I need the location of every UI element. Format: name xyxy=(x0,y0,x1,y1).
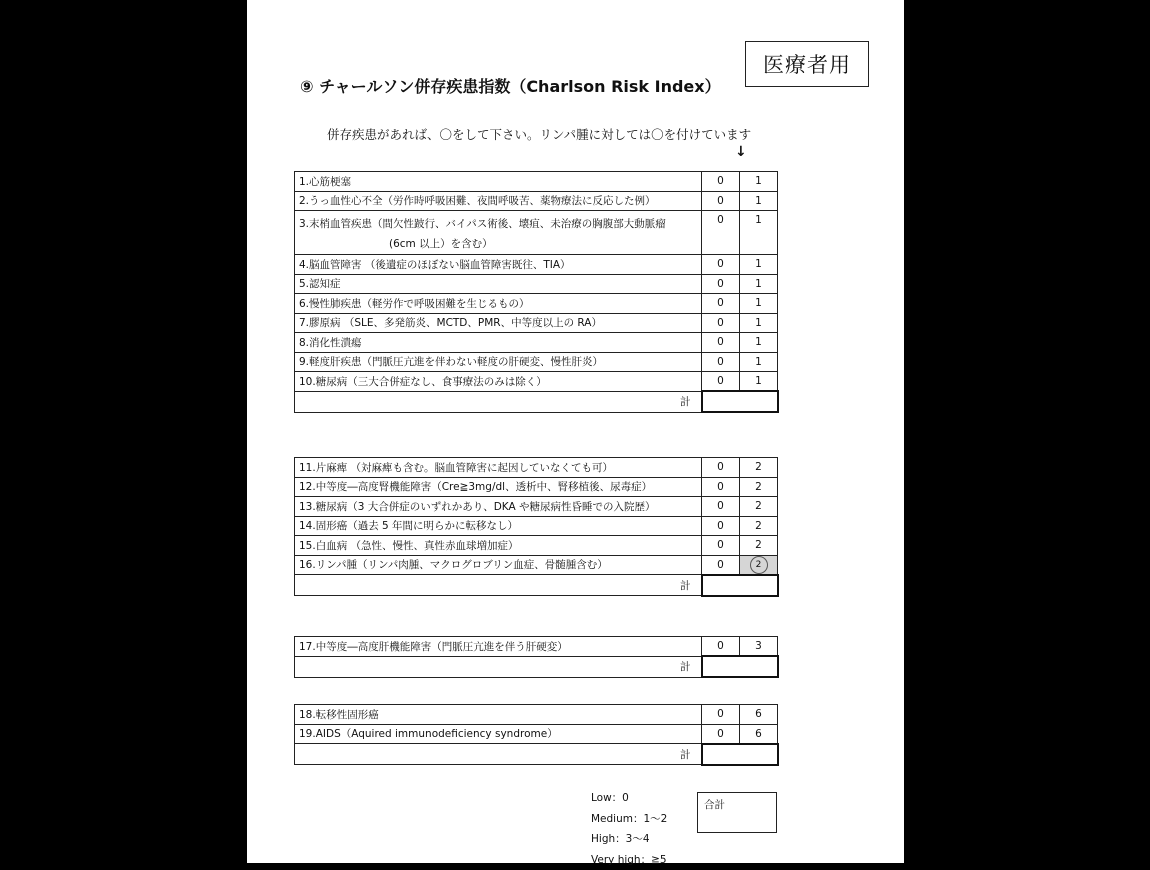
score-option[interactable]: 3 xyxy=(740,637,778,657)
subtotal-input[interactable] xyxy=(702,575,778,596)
score-table-1 xyxy=(294,171,779,413)
score-option[interactable]: 2 xyxy=(740,516,778,536)
condition-label: 1.心筋梗塞 xyxy=(295,172,702,192)
subtotal-row xyxy=(295,575,778,596)
condition-label: 11.片麻痺 （対麻痺も含む。脳血管障害に起因していなくても可） xyxy=(295,458,702,478)
table-row xyxy=(295,211,778,255)
score-option-0[interactable]: 0 xyxy=(702,211,740,255)
score-table-3 xyxy=(294,636,779,678)
table-row xyxy=(295,705,778,725)
table-row xyxy=(295,516,778,536)
score-option-0[interactable]: 0 xyxy=(702,255,740,275)
table-row xyxy=(295,333,778,353)
condition-label: 16.リンパ腫（リンパ肉腫、マクログロブリン血症、骨髄腫含む） xyxy=(295,555,702,575)
table-row xyxy=(295,555,778,575)
down-arrow-icon: ↓ xyxy=(735,144,747,160)
legend-very-high: Very high：≧5 xyxy=(591,850,667,870)
condition-label: 17.中等度―高度肝機能障害（門脈圧亢進を伴う肝硬変） xyxy=(295,637,702,657)
condition-label: 19.AIDS（Aquired immunodeficiency syndrome） xyxy=(295,724,702,744)
score-option-0[interactable]: 0 xyxy=(702,724,740,744)
score-option[interactable]: 1 xyxy=(740,352,778,372)
table-row xyxy=(295,477,778,497)
condition-label: 12.中等度―高度腎機能障害（Cre≧3mg/dl、透析中、腎移植後、尿毒症） xyxy=(295,477,702,497)
condition-label: 18.転移性固形癌 xyxy=(295,705,702,725)
form-page xyxy=(247,0,904,863)
table-row xyxy=(295,274,778,294)
condition-label: 2.うっ血性心不全（労作時呼吸困難、夜間呼吸苦、薬物療法に反応した例） xyxy=(295,191,702,211)
score-option[interactable]: 1 xyxy=(740,274,778,294)
condition-label xyxy=(295,211,702,255)
score-option-0[interactable]: 0 xyxy=(702,637,740,657)
table-row xyxy=(295,172,778,192)
subtotal-row xyxy=(295,744,778,765)
condition-label: 9.軽度肝疾患（門脈圧亢進を伴わない軽度の肝硬変、慢性肝炎） xyxy=(295,352,702,372)
condition-label-line1: 3.末梢血管疾患（間欠性跛行、バイパス術後、壊疽、未治療の胸腹部大動脈瘤 xyxy=(299,218,666,230)
subtotal-input[interactable] xyxy=(702,744,778,765)
table-row xyxy=(295,724,778,744)
condition-label: 6.慢性肺疾患（軽労作で呼吸困難を生じるもの） xyxy=(295,294,702,314)
score-option-0[interactable]: 0 xyxy=(702,294,740,314)
table-row xyxy=(295,191,778,211)
condition-label: 15.白血病 （急性、慢性、真性赤血球増加症） xyxy=(295,536,702,556)
subtotal-label: 計 xyxy=(295,391,702,412)
score-option-circled[interactable] xyxy=(740,555,778,575)
condition-label: 8.消化性潰瘍 xyxy=(295,333,702,353)
score-option[interactable]: 1 xyxy=(740,294,778,314)
score-option-0[interactable]: 0 xyxy=(702,497,740,517)
score-option[interactable]: 2 xyxy=(740,536,778,556)
legend-low: Low：0 xyxy=(591,788,667,809)
score-option-0[interactable]: 0 xyxy=(702,477,740,497)
subtotal-label: 計 xyxy=(295,744,702,765)
circled-score: 2 xyxy=(750,556,768,574)
table-row xyxy=(295,458,778,478)
score-option-0[interactable]: 0 xyxy=(702,191,740,211)
legend-medium: Medium：1～2 xyxy=(591,809,667,830)
risk-legend xyxy=(591,788,667,870)
condition-label: 5.認知症 xyxy=(295,274,702,294)
subtotal-row xyxy=(295,391,778,412)
table-row xyxy=(295,536,778,556)
score-option[interactable]: 1 xyxy=(740,255,778,275)
grand-total-label: 合計 xyxy=(704,799,725,811)
score-option-0[interactable]: 0 xyxy=(702,313,740,333)
condition-label-line2: (6cm 以上）を含む） xyxy=(299,234,697,254)
page-title: ⑨ チャールソン併存疾患指数（Charlson Risk Index） xyxy=(300,74,721,97)
score-option-0[interactable]: 0 xyxy=(702,536,740,556)
score-option[interactable]: 1 xyxy=(740,372,778,392)
grand-total-box[interactable] xyxy=(697,792,777,833)
legend-high: High：3～4 xyxy=(591,829,667,850)
table-row xyxy=(295,352,778,372)
subtotal-label: 計 xyxy=(295,656,702,677)
score-option-0[interactable]: 0 xyxy=(702,458,740,478)
score-option[interactable]: 1 xyxy=(740,191,778,211)
score-option[interactable]: 1 xyxy=(740,313,778,333)
score-option-0[interactable]: 0 xyxy=(702,705,740,725)
score-option[interactable]: 6 xyxy=(740,724,778,744)
subtotal-label: 計 xyxy=(295,575,702,596)
table-row xyxy=(295,372,778,392)
subtotal-input[interactable] xyxy=(702,391,778,412)
score-option-0[interactable]: 0 xyxy=(702,274,740,294)
score-option[interactable]: 1 xyxy=(740,211,778,255)
subtotal-row xyxy=(295,656,778,677)
score-option-0[interactable]: 0 xyxy=(702,172,740,192)
subtotal-input[interactable] xyxy=(702,656,778,677)
table-row xyxy=(295,313,778,333)
table-row xyxy=(295,294,778,314)
score-option[interactable]: 1 xyxy=(740,172,778,192)
table-row xyxy=(295,255,778,275)
condition-label: 14.固形癌（過去 5 年間に明らかに転移なし） xyxy=(295,516,702,536)
table-row xyxy=(295,637,778,657)
condition-label: 13.糖尿病（3 大合併症のいずれかあり、DKA や糖尿病性昏睡での入院歴） xyxy=(295,497,702,517)
score-table-2 xyxy=(294,457,779,597)
score-option[interactable]: 1 xyxy=(740,333,778,353)
score-option[interactable]: 2 xyxy=(740,497,778,517)
score-option-0[interactable]: 0 xyxy=(702,352,740,372)
score-table-4 xyxy=(294,704,779,766)
score-option-0[interactable]: 0 xyxy=(702,555,740,575)
instruction-text: 併存疾患があれば、〇をして下さい。リンパ腫に対しては〇を付けています xyxy=(327,125,751,143)
score-option[interactable]: 6 xyxy=(740,705,778,725)
condition-label: 10.糖尿病（三大合併症なし、食事療法のみは除く） xyxy=(295,372,702,392)
score-option[interactable]: 2 xyxy=(740,477,778,497)
score-option-0[interactable]: 0 xyxy=(702,516,740,536)
medical-staff-badge: 医療者用 xyxy=(745,41,869,87)
condition-label: 7.膠原病 （SLE、多発筋炎、MCTD、PMR、中等度以上の RA） xyxy=(295,313,702,333)
score-option-0[interactable]: 0 xyxy=(702,372,740,392)
score-option[interactable]: 2 xyxy=(740,458,778,478)
condition-label: 4.脳血管障害 （後遺症のほぼない脳血管障害既往、TIA） xyxy=(295,255,702,275)
table-row xyxy=(295,497,778,517)
score-option-0[interactable]: 0 xyxy=(702,333,740,353)
